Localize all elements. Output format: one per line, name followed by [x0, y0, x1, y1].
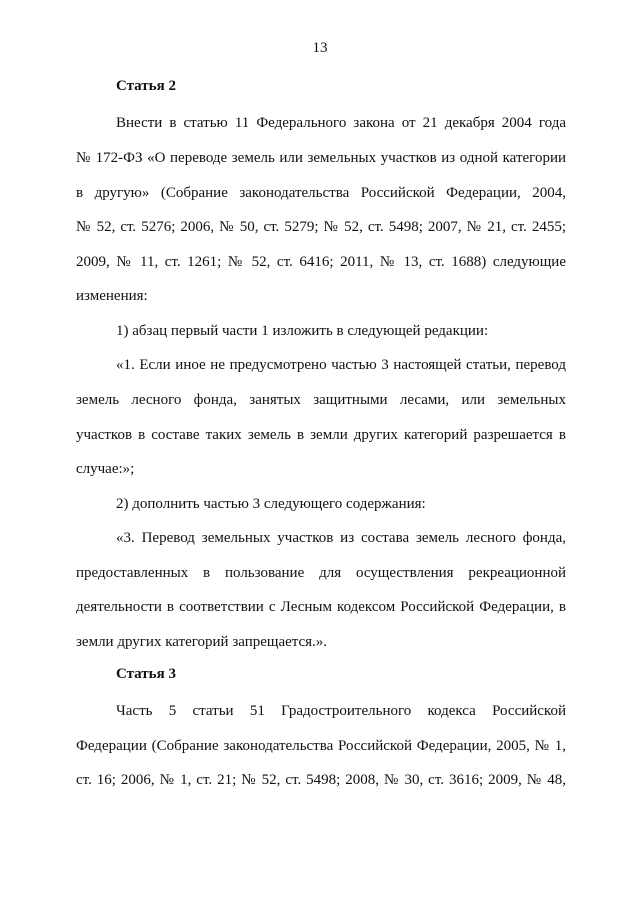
quote-line: «3. Перевод земельных участков из состава земель лесного фонда, — [116, 530, 566, 546]
quote-line: участков в составе таких земель в земли других категорий разрешается в — [76, 427, 566, 443]
quote-line: «1. Если иное не предусмотрено частью 3 настоящей статьи, перевод — [116, 357, 566, 373]
list-item-2: 2) дополнить частью 3 следующего содержания: — [116, 496, 426, 512]
page-number: 13 — [312, 40, 328, 56]
paragraph-line: № 52, ст. 5276; 2006, № 50, ст. 5279; № 52, ст. 5498; 2007, № 21, ст. 2455; — [76, 219, 566, 235]
list-item-1: 1) абзац первый части 1 изложить в следующей редакции: — [116, 323, 489, 339]
quote-line: деятельности в соответствии с Лесным кодексом Российской Федерации, в — [76, 599, 566, 615]
quote-line: предоставленных в пользование для осуществления рекреационной — [76, 565, 566, 581]
quote-line: земель лесного фонда, занятых защитными лесами, или земельных — [76, 392, 566, 408]
paragraph-line: изменения: — [76, 288, 148, 304]
paragraph-line: ст. 16; 2006, № 1, ст. 21; № 52, ст. 5498; 2008, № 30, ст. 3616; 2009, № 48, — [76, 772, 566, 788]
paragraph-line: Федерации (Собрание законодательства Российской Федерации, 2005, № 1, — [76, 738, 566, 754]
paragraph-line: № 172-ФЗ «О переводе земель или земельных участков из одной категории — [76, 150, 566, 166]
paragraph-line: Часть 5 статьи 51 Градостроительного кодекса Российской — [116, 703, 566, 719]
paragraph-line: 2009, № 11, ст. 1261; № 52, ст. 6416; 2011, № 13, ст. 1688) следующие — [76, 254, 566, 270]
quote-line: случае:»; — [76, 461, 135, 477]
article-3-heading: Статья 3 — [116, 666, 176, 682]
quote-line: земли других категорий запрещается.». — [76, 634, 328, 650]
paragraph-line: в другую» (Собрание законодательства Российской Федерации, 2004, — [76, 185, 566, 201]
article-2-heading: Статья 2 — [116, 78, 176, 94]
paragraph-line: Внести в статью 11 Федерального закона от 21 декабря 2004 года — [116, 115, 566, 131]
